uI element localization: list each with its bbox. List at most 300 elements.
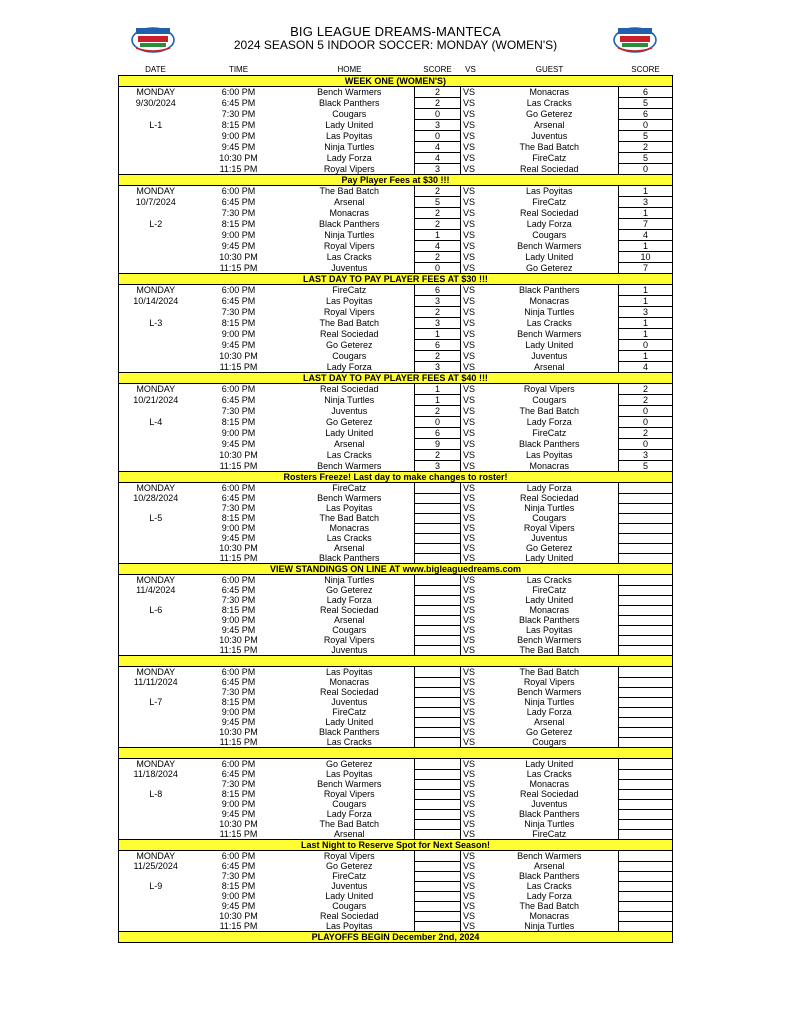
game-time: 9:45 PM xyxy=(221,717,256,727)
home-team: Monacras xyxy=(329,523,369,533)
guest-score xyxy=(619,881,673,891)
guest-team: Real Sociedad xyxy=(519,789,579,799)
game-row xyxy=(119,687,673,697)
game-time: 9:45 PM xyxy=(221,625,256,635)
home-score xyxy=(415,911,461,921)
home-team: Las Poyitas xyxy=(325,503,373,513)
vs-label: VS xyxy=(463,340,476,350)
game-time: 9:45 PM xyxy=(221,340,256,350)
vs-label: VS xyxy=(463,799,476,809)
guest-team: Lady United xyxy=(525,553,574,563)
guest-score: 5 xyxy=(619,461,673,472)
guest-score: 5 xyxy=(619,98,673,109)
home-score: 2 xyxy=(415,351,461,362)
game-date-cell xyxy=(119,523,193,533)
game-time: 9:00 PM xyxy=(221,523,256,533)
vs-label: VS xyxy=(463,262,476,273)
vs-label: VS xyxy=(463,163,476,174)
guest-team: Lady Forza xyxy=(526,483,572,493)
game-row xyxy=(119,769,673,779)
home-team: Lady Forza xyxy=(326,809,372,819)
col-guest-score: SCORE xyxy=(619,65,673,76)
home-team: Ninja Turtles xyxy=(324,230,375,240)
game-date-cell xyxy=(119,263,193,274)
home-score xyxy=(415,645,461,656)
game-row xyxy=(119,819,673,829)
vs-label: VS xyxy=(463,605,476,615)
game-date-cell: L-1 xyxy=(119,120,193,131)
guest-score: 1 xyxy=(619,285,673,296)
guest-score xyxy=(619,483,673,494)
guest-team: Monacras xyxy=(529,779,569,789)
game-row xyxy=(119,384,673,395)
guest-team: FireCatz xyxy=(532,197,567,207)
home-team: Cougars xyxy=(332,799,367,809)
guest-score xyxy=(619,829,673,840)
home-score xyxy=(415,483,461,494)
game-date-cell: L-7 xyxy=(119,697,193,707)
vs-label: VS xyxy=(463,219,476,229)
guest-score xyxy=(619,605,673,615)
home-team: Real Sociedad xyxy=(319,384,379,395)
game-date-cell xyxy=(119,362,193,373)
game-date-cell: L-2 xyxy=(119,219,193,230)
home-team: FireCatz xyxy=(332,483,367,493)
home-score: 2 xyxy=(415,98,461,109)
home-team: Black Panthers xyxy=(318,219,380,229)
game-row xyxy=(119,142,673,153)
home-team: Lady Forza xyxy=(326,153,372,163)
guest-team: Black Panthers xyxy=(518,871,580,881)
vs-label: VS xyxy=(463,439,476,449)
home-team: Las Poyitas xyxy=(325,296,373,306)
guest-score xyxy=(619,625,673,635)
game-time: 10:30 PM xyxy=(219,911,258,921)
game-date-cell: L-8 xyxy=(119,789,193,799)
game-time: 10:30 PM xyxy=(219,727,258,737)
vs-label: VS xyxy=(463,707,476,717)
game-date-cell xyxy=(119,164,193,175)
guest-team: Cougars xyxy=(532,395,567,405)
guest-team: Las Poyitas xyxy=(525,625,573,635)
game-date-cell: 9/30/2024 xyxy=(119,98,193,109)
home-team: Las Poyitas xyxy=(325,667,373,677)
home-team: Go Geterez xyxy=(325,340,373,350)
home-team: Bench Warmers xyxy=(317,493,382,503)
game-row xyxy=(119,503,673,513)
vs-label: VS xyxy=(463,483,476,493)
home-team: Real Sociedad xyxy=(319,605,379,615)
home-score xyxy=(415,769,461,779)
home-team: Arsenal xyxy=(333,197,365,207)
home-team: Las Cracks xyxy=(326,737,372,747)
game-row xyxy=(119,351,673,362)
schedule-banner xyxy=(119,373,673,384)
home-team: Go Geterez xyxy=(325,585,373,595)
game-row xyxy=(119,461,673,472)
home-team: Cougars xyxy=(332,625,367,635)
game-date-cell: MONDAY xyxy=(119,285,193,296)
game-time: 6:45 PM xyxy=(221,395,256,405)
game-time: 9:00 PM xyxy=(221,891,256,901)
vs-label: VS xyxy=(463,585,476,595)
game-row xyxy=(119,881,673,891)
home-team: The Bad Batch xyxy=(319,819,380,829)
home-team: Lady United xyxy=(325,120,374,130)
guest-team: Real Sociedad xyxy=(519,163,579,174)
game-date-cell: L-3 xyxy=(119,318,193,329)
game-row xyxy=(119,615,673,625)
vs-label: VS xyxy=(463,809,476,819)
home-score: 1 xyxy=(415,384,461,395)
vs-label: VS xyxy=(463,667,476,677)
schedule-table xyxy=(118,65,673,943)
guest-team: Ninja Turtles xyxy=(524,503,575,513)
home-score xyxy=(415,513,461,523)
guest-team: Lady United xyxy=(525,252,574,262)
game-date-cell xyxy=(119,503,193,513)
game-time: 8:15 PM xyxy=(221,120,256,130)
vs-label: VS xyxy=(463,503,476,513)
guest-score: 1 xyxy=(619,329,673,340)
banner-text xyxy=(119,748,673,759)
vs-label: VS xyxy=(463,829,476,839)
vs-label: VS xyxy=(463,881,476,891)
guest-score xyxy=(619,503,673,513)
game-time: 6:00 PM xyxy=(221,575,256,585)
game-date-cell: MONDAY xyxy=(119,851,193,862)
guest-team: Lady United xyxy=(525,595,574,605)
home-score: 3 xyxy=(415,318,461,329)
guest-team: Juventus xyxy=(531,131,568,141)
home-score xyxy=(415,533,461,543)
guest-score xyxy=(619,737,673,748)
home-team: Juventus xyxy=(331,406,368,416)
home-team: Lady United xyxy=(325,717,374,727)
guest-team: Go Geterez xyxy=(525,543,573,553)
game-row xyxy=(119,439,673,450)
vs-label: VS xyxy=(463,901,476,911)
guest-score: 0 xyxy=(619,120,673,131)
game-date-cell: 11/4/2024 xyxy=(119,585,193,595)
game-row xyxy=(119,911,673,921)
home-score: 1 xyxy=(415,395,461,406)
guest-score xyxy=(619,789,673,799)
game-time: 9:45 PM xyxy=(221,439,256,449)
guest-team: The Bad Batch xyxy=(519,142,580,152)
vs-label: VS xyxy=(463,819,476,829)
game-time: 6:45 PM xyxy=(221,677,256,687)
home-score xyxy=(415,667,461,678)
game-time: 6:45 PM xyxy=(221,769,256,779)
vs-label: VS xyxy=(463,153,476,163)
home-score xyxy=(415,779,461,789)
game-row xyxy=(119,241,673,252)
game-time: 7:30 PM xyxy=(221,406,256,416)
home-score xyxy=(415,727,461,737)
home-score: 1 xyxy=(415,329,461,340)
guest-team: Cougars xyxy=(532,737,567,747)
guest-score xyxy=(619,523,673,533)
home-team: Bench Warmers xyxy=(317,460,382,471)
game-date-cell: 10/21/2024 xyxy=(119,395,193,406)
game-date-cell xyxy=(119,921,193,932)
game-row xyxy=(119,329,673,340)
home-team: The Bad Batch xyxy=(319,318,380,328)
game-row xyxy=(119,861,673,871)
home-score xyxy=(415,595,461,605)
guest-score xyxy=(619,727,673,737)
game-date-cell xyxy=(119,625,193,635)
home-score: 3 xyxy=(415,461,461,472)
schedule-banner xyxy=(119,472,673,483)
home-score: 2 xyxy=(415,450,461,461)
guest-score xyxy=(619,851,673,862)
home-team: Cougars xyxy=(332,901,367,911)
game-date-cell xyxy=(119,737,193,748)
guest-team: Monacras xyxy=(529,605,569,615)
home-team: Monacras xyxy=(329,677,369,687)
col-home-score: SCORE xyxy=(415,65,461,76)
col-home: HOME xyxy=(285,65,415,76)
game-time: 6:00 PM xyxy=(221,759,256,769)
guest-team: Black Panthers xyxy=(518,615,580,625)
game-row xyxy=(119,677,673,687)
game-time: 8:15 PM xyxy=(221,318,256,328)
guest-score: 3 xyxy=(619,197,673,208)
game-row xyxy=(119,667,673,678)
guest-score xyxy=(619,543,673,553)
vs-label: VS xyxy=(463,759,476,769)
vs-label: VS xyxy=(463,543,476,553)
game-time: 6:45 PM xyxy=(221,296,256,306)
game-row xyxy=(119,717,673,727)
game-row xyxy=(119,829,673,840)
home-score: 0 xyxy=(415,109,461,120)
game-row xyxy=(119,625,673,635)
vs-label: VS xyxy=(463,329,476,339)
game-time: 10:30 PM xyxy=(219,635,258,645)
game-row xyxy=(119,318,673,329)
guest-score xyxy=(619,595,673,605)
home-team: Go Geterez xyxy=(325,861,373,871)
page-title: BIG LEAGUE DREAMS-MANTECA xyxy=(290,24,501,39)
home-team: Ninja Turtles xyxy=(324,575,375,585)
game-row xyxy=(119,789,673,799)
guest-team: Arsenal xyxy=(533,361,565,372)
game-time: 7:30 PM xyxy=(221,503,256,513)
game-time: 8:15 PM xyxy=(221,697,256,707)
game-date-cell xyxy=(119,439,193,450)
home-score: 6 xyxy=(415,285,461,296)
home-team: Real Sociedad xyxy=(319,329,379,339)
game-date-cell: 11/25/2024 xyxy=(119,861,193,871)
home-team: Arsenal xyxy=(333,829,365,839)
game-row xyxy=(119,87,673,98)
game-time: 10:30 PM xyxy=(219,153,258,163)
guest-team: Monacras xyxy=(529,911,569,921)
guest-team: Juventus xyxy=(531,351,568,361)
home-score xyxy=(415,553,461,564)
home-score xyxy=(415,921,461,932)
guest-team: Go Geterez xyxy=(525,262,573,273)
vs-label: VS xyxy=(463,230,476,240)
home-score xyxy=(415,881,461,891)
guest-team: Royal Vipers xyxy=(523,677,575,687)
game-time: 6:45 PM xyxy=(221,861,256,871)
col-guest: GUEST xyxy=(481,65,619,76)
game-row xyxy=(119,779,673,789)
game-time: 9:45 PM xyxy=(221,809,256,819)
game-time: 6:45 PM xyxy=(221,98,256,108)
home-team: The Bad Batch xyxy=(319,513,380,523)
schedule-banner xyxy=(119,840,673,851)
home-score xyxy=(415,707,461,717)
home-score: 6 xyxy=(415,340,461,351)
guest-score xyxy=(619,645,673,656)
game-date-cell xyxy=(119,717,193,727)
home-score xyxy=(415,605,461,615)
guest-team: Las Cracks xyxy=(526,318,572,328)
guest-score xyxy=(619,575,673,586)
vs-label: VS xyxy=(463,460,476,471)
home-team: Las Poyitas xyxy=(325,769,373,779)
game-time: 7:30 PM xyxy=(221,687,256,697)
vs-label: VS xyxy=(463,615,476,625)
guest-team: Ninja Turtles xyxy=(524,307,575,317)
game-time: 9:00 PM xyxy=(221,707,256,717)
guest-team: Juventus xyxy=(531,799,568,809)
home-score xyxy=(415,523,461,533)
col-time: TIME xyxy=(193,65,285,76)
game-time: 7:30 PM xyxy=(221,871,256,881)
vs-label: VS xyxy=(463,361,476,372)
home-score xyxy=(415,493,461,503)
game-date-cell: MONDAY xyxy=(119,483,193,494)
home-score xyxy=(415,829,461,840)
game-time: 6:00 PM xyxy=(221,851,256,861)
guest-team: Bench Warmers xyxy=(517,329,582,339)
game-date-cell: 11/18/2024 xyxy=(119,769,193,779)
game-date-cell: MONDAY xyxy=(119,384,193,395)
guest-score xyxy=(619,707,673,717)
home-score: 4 xyxy=(415,241,461,252)
game-date-cell: 10/14/2024 xyxy=(119,296,193,307)
guest-score: 2 xyxy=(619,142,673,153)
home-team: Go Geterez xyxy=(325,759,373,769)
home-team: Royal Vipers xyxy=(323,241,375,251)
home-score: 9 xyxy=(415,439,461,450)
guest-team: Lady United xyxy=(525,759,574,769)
vs-label: VS xyxy=(463,208,476,218)
game-time: 10:30 PM xyxy=(219,819,258,829)
game-time: 7:30 PM xyxy=(221,208,256,218)
game-date-cell xyxy=(119,428,193,439)
game-date-cell xyxy=(119,707,193,717)
vs-label: VS xyxy=(463,635,476,645)
game-row xyxy=(119,406,673,417)
game-date-cell xyxy=(119,553,193,564)
vs-label: VS xyxy=(463,645,476,655)
home-score xyxy=(415,799,461,809)
guest-score: 2 xyxy=(619,428,673,439)
game-date-cell xyxy=(119,406,193,417)
game-row xyxy=(119,523,673,533)
vs-label: VS xyxy=(463,252,476,262)
game-date-cell xyxy=(119,461,193,472)
guest-score xyxy=(619,717,673,727)
guest-score xyxy=(619,891,673,901)
game-row xyxy=(119,809,673,819)
game-time: 8:15 PM xyxy=(221,789,256,799)
game-date-cell xyxy=(119,241,193,252)
game-time: 9:00 PM xyxy=(221,131,256,141)
guest-team: Lady Forza xyxy=(526,219,572,229)
game-date-cell xyxy=(119,142,193,153)
game-row xyxy=(119,533,673,543)
guest-score: 7 xyxy=(619,263,673,274)
game-row xyxy=(119,707,673,717)
home-score: 2 xyxy=(415,186,461,197)
guest-score: 7 xyxy=(619,219,673,230)
game-time: 7:30 PM xyxy=(221,779,256,789)
home-score xyxy=(415,851,461,862)
home-score xyxy=(415,575,461,586)
game-time: 9:00 PM xyxy=(221,230,256,240)
banner-text: Last Night to Reserve Spot for Next Season! xyxy=(119,840,673,851)
home-score xyxy=(415,861,461,871)
game-date-cell xyxy=(119,533,193,543)
home-team: Las Cracks xyxy=(326,533,372,543)
guest-score: 0 xyxy=(619,406,673,417)
home-team: Juventus xyxy=(331,697,368,707)
guest-team: Go Geterez xyxy=(525,109,573,119)
game-row xyxy=(119,595,673,605)
game-time: 11:15 PM xyxy=(219,163,258,174)
guest-team: Royal Vipers xyxy=(523,523,575,533)
game-time: 9:45 PM xyxy=(221,142,256,152)
guest-team: Black Panthers xyxy=(518,285,580,296)
guest-score: 4 xyxy=(619,230,673,241)
guest-score xyxy=(619,769,673,779)
guest-team: Juventus xyxy=(531,533,568,543)
home-score xyxy=(415,687,461,697)
guest-team: Lady Forza xyxy=(526,891,572,901)
game-date-cell: MONDAY xyxy=(119,575,193,586)
col-vs: VS xyxy=(461,65,481,76)
vs-label: VS xyxy=(463,493,476,503)
game-row xyxy=(119,737,673,748)
vs-label: VS xyxy=(463,851,476,861)
game-row xyxy=(119,186,673,197)
banner-text: VIEW STANDINGS ON LINE AT www.bigleaguedreams.com xyxy=(119,564,673,575)
game-date-cell: MONDAY xyxy=(119,667,193,678)
vs-label: VS xyxy=(463,871,476,881)
banner-text: LAST DAY TO PAY PLAYER FEES AT $30 !!! xyxy=(119,274,673,285)
guest-score xyxy=(619,635,673,645)
column-header-row xyxy=(119,65,673,76)
game-date-cell xyxy=(119,635,193,645)
game-row xyxy=(119,585,673,595)
vs-label: VS xyxy=(463,779,476,789)
guest-score: 6 xyxy=(619,109,673,120)
game-date-cell xyxy=(119,230,193,241)
home-team: Las Cracks xyxy=(326,450,372,460)
home-team: Lady Forza xyxy=(326,361,372,372)
game-time: 8:15 PM xyxy=(221,605,256,615)
game-time: 6:00 PM xyxy=(221,285,256,296)
game-row xyxy=(119,153,673,164)
